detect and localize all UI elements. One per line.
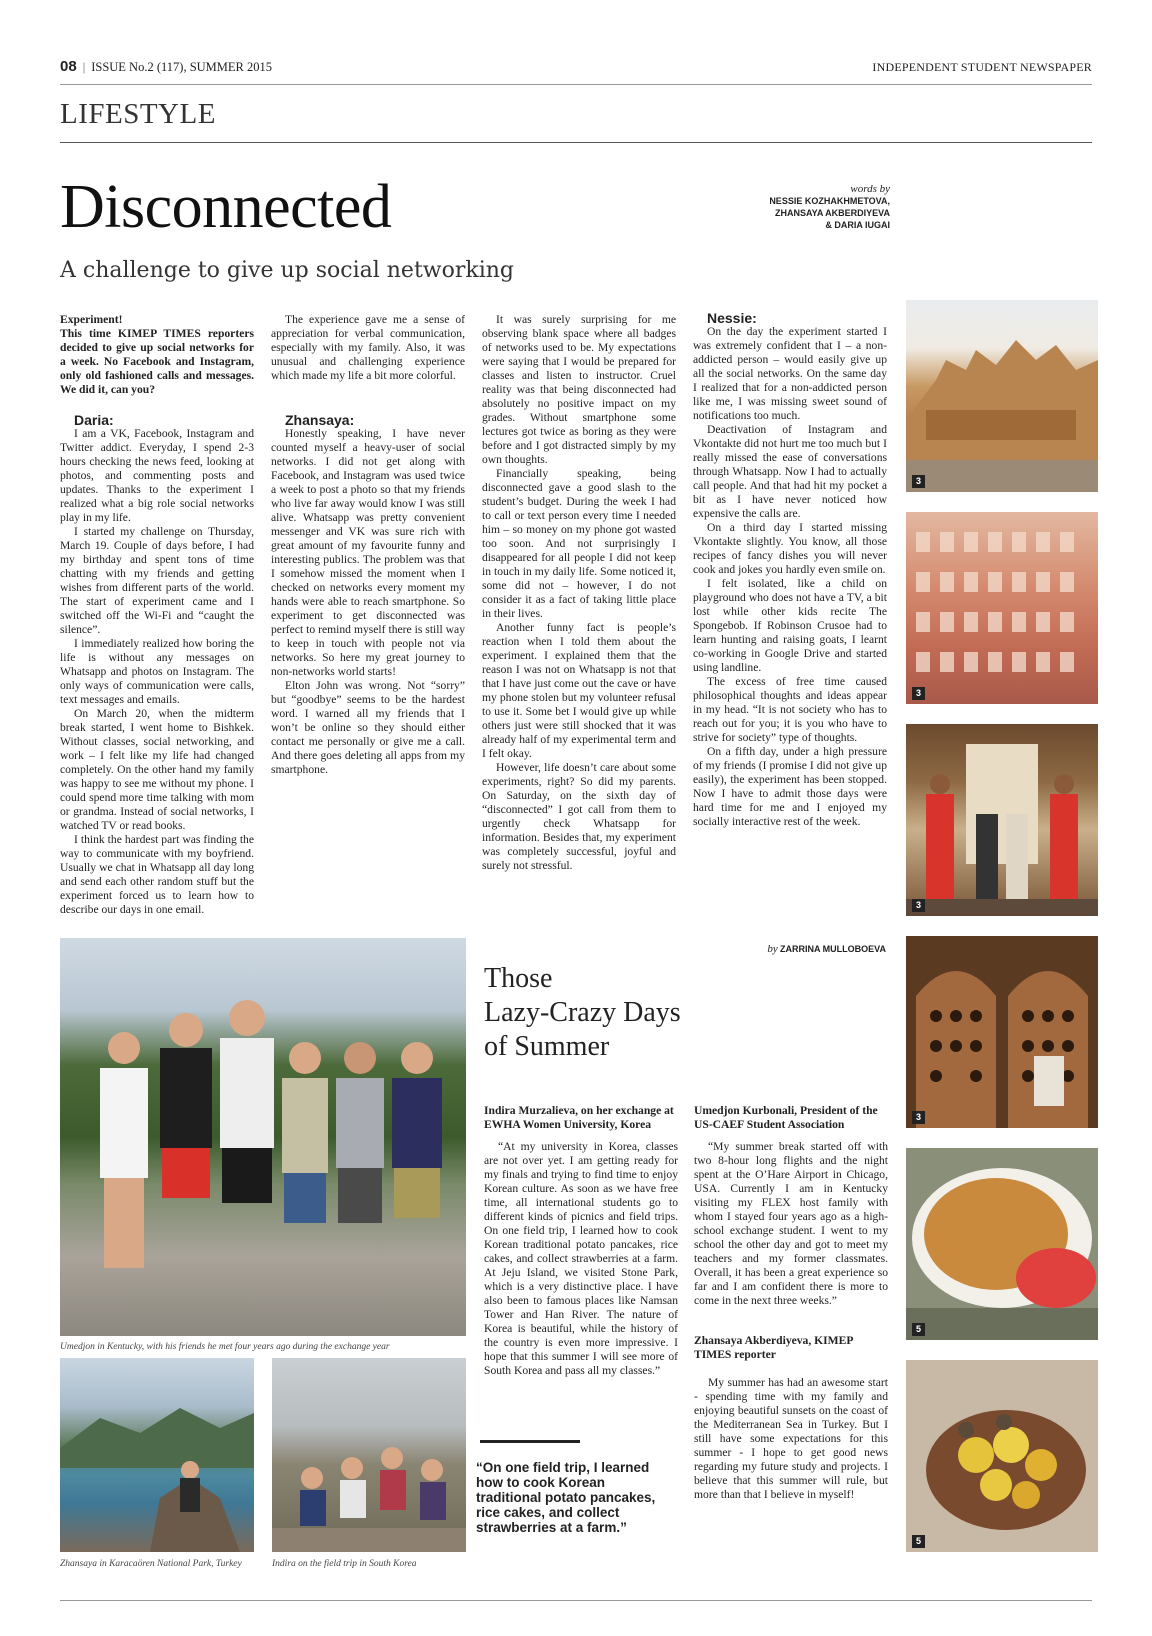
photo-number-label: 3 <box>912 1111 925 1124</box>
byline-name: ZHANSAYA AKBERDIYEVA <box>774 208 890 218</box>
interviewee-heading: Zhansaya Akberdiyeva, KIMEP TIMES reporter <box>694 1334 853 1361</box>
byline-name: ZARRINA MULLOBOEVA <box>780 944 886 954</box>
byline <box>769 183 890 231</box>
caption-kentucky: Umedjon in Kentucky, with his friends he met four years ago during the exchange year <box>60 1342 390 1352</box>
paragraph: I immediately realized how boring the life is without any messages on Whatsapp and photos on Instagram. The only ways of communication were calls, text messages and emails. <box>60 637 254 706</box>
footer-rule <box>60 1600 1092 1601</box>
byline-words: words by <box>850 183 890 195</box>
article-column-2 <box>271 313 465 777</box>
paragraph: Financially speaking, being disconnected gave a good slash to the student’s budget. During the week I had to call or text person every time I needed him – so money on my phone got wasted too soon. And not surprisingly I disappeared for all people I did not keep in touch in my daily life. Some noticed it, some did not – however, I do not consider it as a fact of taking little place in their lives. <box>482 467 676 620</box>
photo-number-label: 3 <box>912 899 925 912</box>
pull-quote: “On one field trip, I learned how to cook Korean traditional potato pancakes, rice cakes, and collect strawberries at a farm.” <box>476 1460 656 1535</box>
title-line: Those <box>484 963 553 994</box>
paragraph: I think the hardest part was finding the way to communicate with my boyfriend. Usually we chat in Whatsapp all day long and send each other random stuff but the experiment forced us to learn how to describe our days in one email. <box>60 833 254 916</box>
intro-text: This time KIMEP TIMES reporters decided to give up social networks for a week. No Facebook and Instagram, only old fashioned calls and messages. We did it, can you? <box>60 327 254 396</box>
interviewee-heading: Umedjon Kurbonali, President of the US-CAEF Student Association <box>694 1104 878 1131</box>
photo-number-label: 5 <box>912 1323 925 1336</box>
paragraph: “At my university in Korea, classes are not over yet. I am getting ready for my finals and trying to find time to enjoy Korean culture. As soon as we have free time, all international students go to different kinds of picnics and field trips. On one field trip, I learned how to cook Korean traditional potato pancakes, rice cakes, and collect strawberries at a farm. At Jeju Island, we visited Stone Park, which is a very distinctive place. I have also been to famous places like Namsan Tower and Han River. The nature of Korea is beautiful, while the history of the country is even more impressive. I hope that this summer I will see more of South Korea and pass all my classes.” <box>484 1140 678 1377</box>
photo-amber-fort <box>906 300 1098 492</box>
caption-korea: Indira on the field trip in South Korea <box>272 1559 417 1569</box>
photo-lattice <box>906 936 1098 1128</box>
section-heading: Daria: <box>74 412 114 428</box>
article-column-1 <box>60 313 254 917</box>
interviewee-heading: Indira Murzalieva, on her exchange at EWHA Women University, Korea <box>484 1104 674 1131</box>
article-column-4 <box>693 311 887 829</box>
caption-turkey: Zhansaya in Karacaören National Park, Turkey <box>60 1559 242 1569</box>
paragraph: It was surely surprising for me observing blank space where all badges of networks used to be. My expectations were saying that I would be prepared for classes and listen to instructor. Cruel reality was that being disconnected had absolutely no positive impact on my grades. Without smartphone some lectures got twice as boring as they were before and I got distracted simply by my own thoughts. <box>482 313 676 466</box>
title-line: of Summer <box>484 1031 610 1062</box>
photo-korea <box>272 1358 466 1552</box>
article-subtitle: A challenge to give up social networking <box>60 258 515 283</box>
paragraph: On a fifth day, under a high pressure of my friends (I promise I did not give up easily), the experiment has been stopped. Now I have to admit those days were hard time for me and I enjoyed my socially interactive rest of the week. <box>693 745 887 828</box>
paragraph: I started my challenge on Thursday, March 19. Couple of days before, I had my birthday and spent tons of time chatting with my friends and getting wishes from different parts of the world. The start of experiment came and I switched off the Wi-Fi and “caught the silence”. <box>60 525 254 636</box>
photo-number-label: 3 <box>912 687 925 700</box>
paragraph: The experience gave me a sense of appreciation for verbal communication, especially with my family. Also, it was unusual and challenging experience which made my life a bit more colorful. <box>271 313 465 382</box>
paragraph: “My summer break started off with two 8-hour long flights and the night spent at the O’Hare Airport in Chicago, USA. Currently I am in Kentucky visiting my FLEX host family with whom I stayed four years ago as a high-school exchange student. I went to my school the other day and got to meet my teachers and my former classmates. Overall, it has been a great experience so far and I am confident there is more to come in the next three weeks.” <box>694 1140 888 1307</box>
byline-name: NESSIE KOZHAKHMETOVA, <box>769 196 890 206</box>
photo-kentucky-group <box>60 938 466 1336</box>
issue-info: ISSUE No.2 (117), SUMMER 2015 <box>91 60 273 74</box>
paragraph: Honestly speaking, I have never counted myself a heavy-user of social networks. I did not get along with Facebook, and Instagram was used twice a week to post a photo so that my friends who live far away would know I was still alive. Whatsapp was pretty convenient messenger and VK was sure rich with great amount of my favourite funny and interesting publics. The problem was that I somehow missed the moment when I checked on networks every moment my hands were able to reach smartphone. So experiment to get disconnected was perfect to remind myself there is still way to keep in touch with people not via networks. So here my great journey to non-networks world starts! <box>271 427 465 678</box>
paragraph: I felt isolated, like a child on playground who does not have a TV, a bit lost while other kids recite The Spongebob. If Robinson Crusoe had to learn hunting and raising goats, I learnt co-working in Google Drive and started using landline. <box>693 577 887 674</box>
article2-column-1 <box>484 1104 678 1378</box>
photo-hawa-mahal <box>906 512 1098 704</box>
photo-guards <box>906 724 1098 916</box>
paragraph: On a third day I started missing Vkontakte slightly. You know, all those recipes of fancy dishes you will never cook and jokes you hardly even smile on. <box>693 521 887 576</box>
article2-column-2 <box>694 1104 888 1502</box>
paragraph: Deactivation of Instagram and Vkontakte did not hurt me too much but I really missed the ease of conversations through Whatsapp. Now I had to actually call people. And that had hit my pocket a bit as I have never noticed how expensive the calls are. <box>693 423 887 520</box>
photo-number-label: 3 <box>912 475 925 488</box>
section-heading: Zhansaya: <box>285 412 355 428</box>
quote-bar <box>480 1440 580 1443</box>
byline-by: by <box>767 943 778 955</box>
photo-fruit <box>906 1360 1098 1552</box>
photo-number-label: 5 <box>912 1535 925 1548</box>
section-heading: Nessie: <box>707 310 757 326</box>
paragraph: I am a VK, Facebook, Instagram and Twitter addict. Everyday, I spend 2-3 hours checking the news feed, looking at photos, and commenting posts and updates. Thanks to the experiment I realized what a big role social networks play in my life. <box>60 427 254 524</box>
byline-2 <box>694 943 886 955</box>
photo-food <box>906 1148 1098 1340</box>
paragraph: However, life doesn’t care about some experiments, right? So did my parents. On Saturday, on the sixth day of “disconnected” I got call from them to urgently check Whatsapp for information. Besides that, my experiment was completely successful, joyful and surely not stressful. <box>482 761 676 872</box>
page-header: 08 | ISSUE No.2 (117), SUMMER 2015 INDEPENDENT STUDENT NEWSPAPER <box>60 58 1092 85</box>
paragraph: On the day the experiment started I was extremely confident that I – a non-addicted person – would easily give up all the social networks. On the same day I realized that for a non-addicted person like me, I was missing sweet sound of notifications too much. <box>693 325 887 422</box>
paragraph: Another funny fact is people’s reaction when I told them about the experiment. I explained them that the reason I was not on Whatsapp is not that that I have just come out the cave or have my phone stolen but my volunteer refusal to use it. Some bet I would give up while others just were still shocked that it was already half of my experimental term and I felt okay. <box>482 621 676 760</box>
page-number: 08 <box>60 58 77 75</box>
article-title: Disconnected <box>60 173 392 241</box>
section-title: LIFESTYLE <box>60 98 1092 143</box>
paragraph: The excess of free time caused philosophical thoughts and ideas appear in my head. “It is not society who has to reach out for you; it is you who have to strive for society” type of thoughts. <box>693 675 887 744</box>
byline-name: & DARIA IUGAI <box>825 220 890 230</box>
photo-turkey <box>60 1358 254 1552</box>
paragraph: Elton John was wrong. Not “sorry” but “goodbye” seems to be the hardest word. I warned all my friends that I won’t be online so they should either contact me personally or give me a call. And there goes deleting all apps from my smartphone. <box>271 679 465 776</box>
title-line: Lazy-Crazy Days <box>484 997 681 1028</box>
publication-name: INDEPENDENT STUDENT NEWSPAPER <box>872 60 1092 74</box>
paragraph: On March 20, when the midterm break started, I went home to Bishkek. Without classes, social networking, and work – I felt like my life had changed completely. On the other hand my family was happy to see me without my phone. I could spend more time talking with mom or grandma. Instead of social networks, I watched TV or read books. <box>60 707 254 832</box>
intro-heading: Experiment! <box>60 313 123 326</box>
article2-title <box>484 962 681 1064</box>
paragraph: My summer has had an awesome start - spending time with my family and enjoying beautiful sunsets on the coast of the Mediterranean Sea in Turkey. But I still have some expectations for this summer - I hope to get good news regarding my future study and projects. I believe that this summer will rule, but more than that I believe in myself! <box>694 1376 888 1501</box>
article-column-3 <box>482 313 676 873</box>
